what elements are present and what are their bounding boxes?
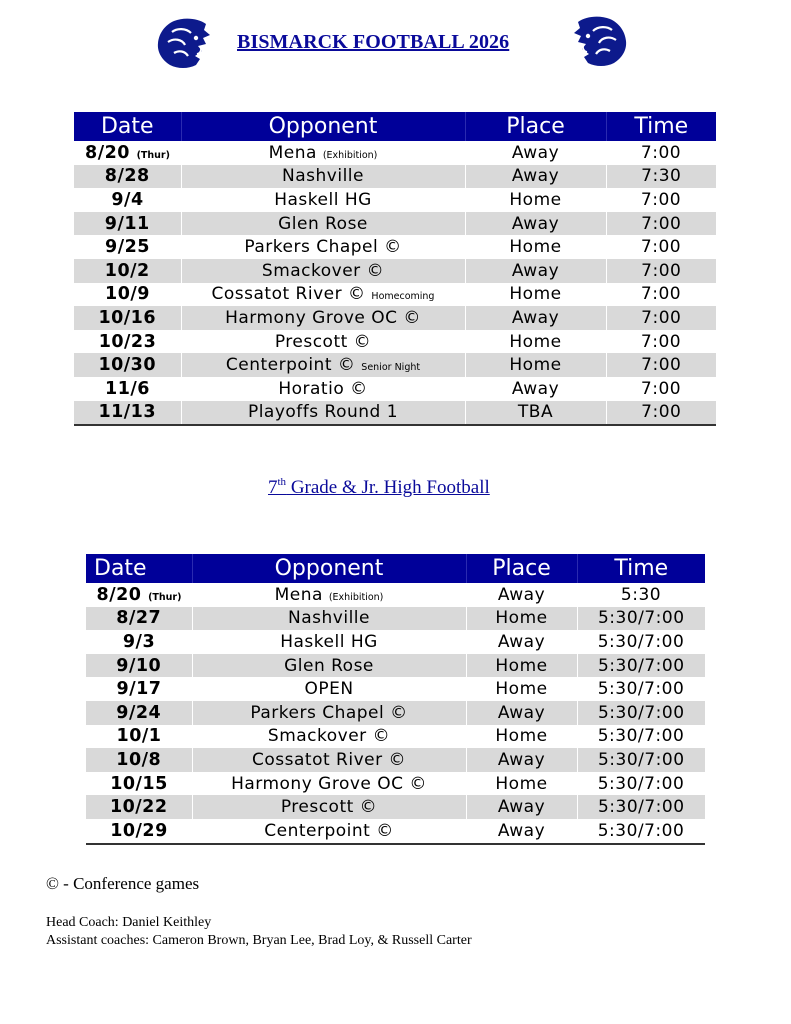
cell-date bbox=[74, 330, 181, 354]
date-value: 10/29 bbox=[110, 820, 168, 841]
opponent-name: Centerpoint © bbox=[264, 820, 394, 841]
date-value: 10/23 bbox=[98, 331, 157, 352]
cell-date bbox=[86, 583, 192, 607]
head-coach: Head Coach: Daniel Keithley bbox=[46, 915, 212, 930]
cell-date bbox=[74, 283, 181, 307]
cell-date bbox=[74, 353, 181, 377]
table-row bbox=[74, 306, 716, 330]
cell-opponent bbox=[181, 141, 465, 165]
cell-date bbox=[74, 188, 181, 212]
date-value: 10/1 bbox=[116, 726, 162, 747]
cell-opponent bbox=[181, 165, 465, 189]
cell-opponent bbox=[181, 330, 465, 354]
cell-opponent bbox=[181, 188, 465, 212]
cell-date bbox=[74, 259, 181, 283]
table-row bbox=[74, 188, 716, 212]
cell-place: Home bbox=[495, 773, 548, 794]
cell-place: Away bbox=[497, 584, 546, 605]
varsity-schedule-table bbox=[74, 112, 716, 426]
conference-legend: © - Conference games bbox=[46, 874, 200, 893]
date-value: 8/20 bbox=[96, 584, 142, 605]
cell-opponent bbox=[192, 819, 466, 844]
table-row bbox=[74, 259, 716, 283]
cell-place: Away bbox=[497, 631, 546, 652]
table-row bbox=[86, 748, 705, 772]
opponent-name: Smackover © bbox=[267, 726, 391, 747]
table-row bbox=[86, 819, 705, 844]
table-row bbox=[74, 165, 716, 189]
cell-time: 7:00 bbox=[640, 142, 682, 163]
cell-place: Away bbox=[511, 142, 560, 163]
cell-place: Home bbox=[509, 189, 562, 210]
opponent-name: Prescott © bbox=[280, 797, 378, 818]
cell-time: 7:30 bbox=[606, 165, 716, 189]
table-header-row bbox=[86, 554, 705, 583]
opponent-name: Cossatot River © bbox=[252, 749, 406, 770]
table-row bbox=[86, 701, 705, 725]
jr-high-schedule-table bbox=[86, 554, 705, 845]
cell-place: Away bbox=[466, 819, 577, 844]
cell-date bbox=[74, 401, 181, 426]
cell-time: 5:30/7:00 bbox=[577, 748, 705, 772]
game-note: (Exhibition) bbox=[322, 149, 378, 161]
table-row bbox=[74, 235, 716, 259]
opponent-name: Harmony Grove OC © bbox=[225, 307, 421, 328]
cell-opponent bbox=[192, 607, 466, 631]
date-value: 11/6 bbox=[105, 378, 150, 399]
cell-opponent bbox=[181, 212, 465, 236]
cell-opponent bbox=[192, 677, 466, 701]
cell-opponent bbox=[181, 235, 465, 259]
column-header-time: Time bbox=[606, 112, 716, 141]
cell-time: 7:00 bbox=[606, 212, 716, 236]
cell-time: 7:00 bbox=[640, 189, 682, 210]
cell-place: Away bbox=[466, 701, 577, 725]
table-row bbox=[74, 141, 716, 165]
cell-time: 5:30/7:00 bbox=[597, 631, 685, 652]
table-row bbox=[86, 583, 705, 607]
cell-time: 5:30 bbox=[620, 584, 662, 605]
cell-place: Home bbox=[509, 237, 562, 258]
cell-date bbox=[74, 212, 181, 236]
table-row bbox=[86, 677, 705, 701]
lion-head-icon bbox=[154, 16, 214, 70]
cell-time: 5:30/7:00 bbox=[597, 773, 685, 794]
cell-place: Home bbox=[466, 654, 577, 678]
cell-opponent bbox=[192, 725, 466, 749]
cell-opponent bbox=[192, 772, 466, 796]
table-row bbox=[74, 353, 716, 377]
column-header-place: Place bbox=[466, 554, 577, 583]
column-header-place: Place bbox=[465, 112, 606, 141]
date-value: 10/9 bbox=[105, 284, 150, 305]
cell-place: Away bbox=[465, 306, 606, 330]
opponent-name: Nashville bbox=[288, 608, 370, 629]
cell-place: Away bbox=[511, 378, 560, 399]
column-header-date: Date bbox=[74, 112, 181, 141]
cell-time: 5:30/7:00 bbox=[577, 701, 705, 725]
opponent-name: Horatio © bbox=[278, 378, 368, 399]
date-value: 9/4 bbox=[111, 189, 144, 210]
column-header-opponent: Opponent bbox=[192, 554, 466, 583]
cell-date bbox=[86, 654, 192, 678]
opponent-name: Haskell HG bbox=[280, 631, 378, 652]
cell-date bbox=[74, 235, 181, 259]
date-value: 9/17 bbox=[116, 679, 162, 700]
cell-date bbox=[86, 795, 192, 819]
cell-place: Home bbox=[509, 284, 562, 305]
cell-place: Home bbox=[465, 353, 606, 377]
cell-date bbox=[86, 607, 192, 631]
jr-high-title-sup: th bbox=[277, 476, 287, 488]
game-note: Senior Night bbox=[361, 362, 421, 374]
date-value: 11/13 bbox=[98, 402, 157, 423]
column-header-opponent: Opponent bbox=[181, 112, 465, 141]
cell-time: 5:30/7:00 bbox=[577, 819, 705, 844]
table-row bbox=[74, 212, 716, 236]
date-value: 10/22 bbox=[109, 797, 168, 818]
cell-date bbox=[74, 165, 181, 189]
cell-time: 5:30/7:00 bbox=[577, 607, 705, 631]
cell-date bbox=[86, 772, 192, 796]
opponent-name: Centerpoint © bbox=[225, 355, 356, 376]
cell-date bbox=[86, 630, 192, 654]
table-row bbox=[86, 607, 705, 631]
cell-time: 7:00 bbox=[606, 353, 716, 377]
cell-opponent bbox=[181, 401, 465, 426]
table-row bbox=[74, 377, 716, 401]
game-note: Homecoming bbox=[371, 291, 435, 303]
table-row bbox=[86, 795, 705, 819]
date-value: 10/8 bbox=[116, 749, 162, 770]
cell-opponent bbox=[181, 283, 465, 307]
cell-place: Away bbox=[465, 212, 606, 236]
table-row bbox=[86, 630, 705, 654]
column-header-time: Time bbox=[577, 554, 705, 583]
date-value: 9/24 bbox=[116, 702, 162, 723]
cell-time: 7:00 bbox=[606, 306, 716, 330]
table-header-row bbox=[74, 112, 716, 141]
date-value: 9/25 bbox=[105, 237, 150, 258]
cell-place: Home bbox=[495, 726, 548, 747]
opponent-name: Prescott © bbox=[274, 331, 372, 352]
cell-place: Away bbox=[465, 165, 606, 189]
opponent-name: Smackover © bbox=[261, 260, 385, 281]
cell-place: Home bbox=[466, 607, 577, 631]
date-value: 10/2 bbox=[104, 260, 150, 281]
cell-opponent bbox=[181, 306, 465, 330]
date-value: 10/16 bbox=[98, 307, 157, 328]
opponent-name: Haskell HG bbox=[274, 189, 372, 210]
opponent-name: Mena bbox=[268, 142, 317, 163]
table-row bbox=[86, 772, 705, 796]
cell-place: Home bbox=[495, 679, 548, 700]
cell-opponent bbox=[181, 377, 465, 401]
table-row bbox=[74, 283, 716, 307]
cell-date bbox=[86, 725, 192, 749]
assistant-coaches: Assistant coaches: Cameron Brown, Bryan Lee, Brad Loy, & Russell Carter bbox=[46, 933, 472, 948]
opponent-name: Harmony Grove OC © bbox=[231, 773, 427, 794]
cell-date bbox=[86, 701, 192, 725]
jr-high-title-text: Grade & Jr. High Football bbox=[286, 477, 490, 498]
cell-time: 7:00 bbox=[640, 284, 682, 305]
date-note: (Thur) bbox=[148, 591, 182, 603]
jr-high-title bbox=[268, 476, 490, 499]
cell-place: TBA bbox=[465, 401, 606, 426]
cell-place: Away bbox=[466, 748, 577, 772]
cell-opponent bbox=[192, 701, 466, 725]
date-value: 9/10 bbox=[116, 655, 162, 676]
cell-opponent bbox=[181, 259, 465, 283]
cell-opponent bbox=[192, 748, 466, 772]
cell-place: Home bbox=[509, 331, 562, 352]
opponent-name: Playoffs Round 1 bbox=[247, 402, 399, 423]
opponent-name: Mena bbox=[274, 584, 323, 605]
opponent-name: Cossatot River © bbox=[211, 284, 366, 305]
cell-time: 7:00 bbox=[606, 259, 716, 283]
cell-opponent bbox=[192, 583, 466, 607]
table-row bbox=[74, 401, 716, 426]
date-value: 9/11 bbox=[104, 213, 150, 234]
cell-date bbox=[86, 748, 192, 772]
table-row bbox=[74, 330, 716, 354]
page-title: BISMARCK FOOTBALL 2026 bbox=[237, 31, 510, 53]
cell-date bbox=[74, 306, 181, 330]
opponent-name: OPEN bbox=[304, 679, 354, 700]
cell-date bbox=[86, 819, 192, 844]
column-header-date: Date bbox=[86, 554, 192, 583]
cell-time: 7:00 bbox=[640, 378, 682, 399]
cell-opponent bbox=[192, 630, 466, 654]
cell-time: 7:00 bbox=[640, 331, 682, 352]
cell-date bbox=[74, 377, 181, 401]
date-value: 8/20 bbox=[85, 142, 130, 163]
lion-head-icon bbox=[570, 14, 630, 68]
opponent-name: Glen Rose bbox=[278, 213, 368, 234]
date-value: 10/30 bbox=[98, 355, 157, 376]
cell-opponent bbox=[192, 654, 466, 678]
opponent-name: Parkers Chapel © bbox=[250, 702, 408, 723]
cell-date bbox=[74, 141, 181, 165]
cell-time: 7:00 bbox=[640, 237, 682, 258]
cell-place: Away bbox=[466, 795, 577, 819]
cell-date bbox=[86, 677, 192, 701]
cell-time: 5:30/7:00 bbox=[597, 679, 685, 700]
table-row bbox=[86, 725, 705, 749]
cell-time: 5:30/7:00 bbox=[577, 795, 705, 819]
cell-place: Away bbox=[465, 259, 606, 283]
date-value: 9/3 bbox=[122, 631, 156, 652]
opponent-name: Nashville bbox=[282, 166, 364, 187]
game-note: (Exhibition) bbox=[328, 591, 384, 603]
date-value: 8/27 bbox=[116, 608, 162, 629]
date-value: 10/15 bbox=[110, 773, 168, 794]
cell-opponent bbox=[192, 795, 466, 819]
cell-time: 5:30/7:00 bbox=[597, 726, 685, 747]
opponent-name: Parkers Chapel © bbox=[244, 237, 402, 258]
opponent-name: Glen Rose bbox=[284, 655, 374, 676]
table-row bbox=[86, 654, 705, 678]
cell-opponent bbox=[181, 353, 465, 377]
cell-time: 5:30/7:00 bbox=[577, 654, 705, 678]
date-value: 8/28 bbox=[104, 166, 150, 187]
cell-time: 7:00 bbox=[606, 401, 716, 426]
jr-high-title-number: 7 bbox=[268, 477, 278, 498]
date-note: (Thur) bbox=[136, 149, 170, 161]
